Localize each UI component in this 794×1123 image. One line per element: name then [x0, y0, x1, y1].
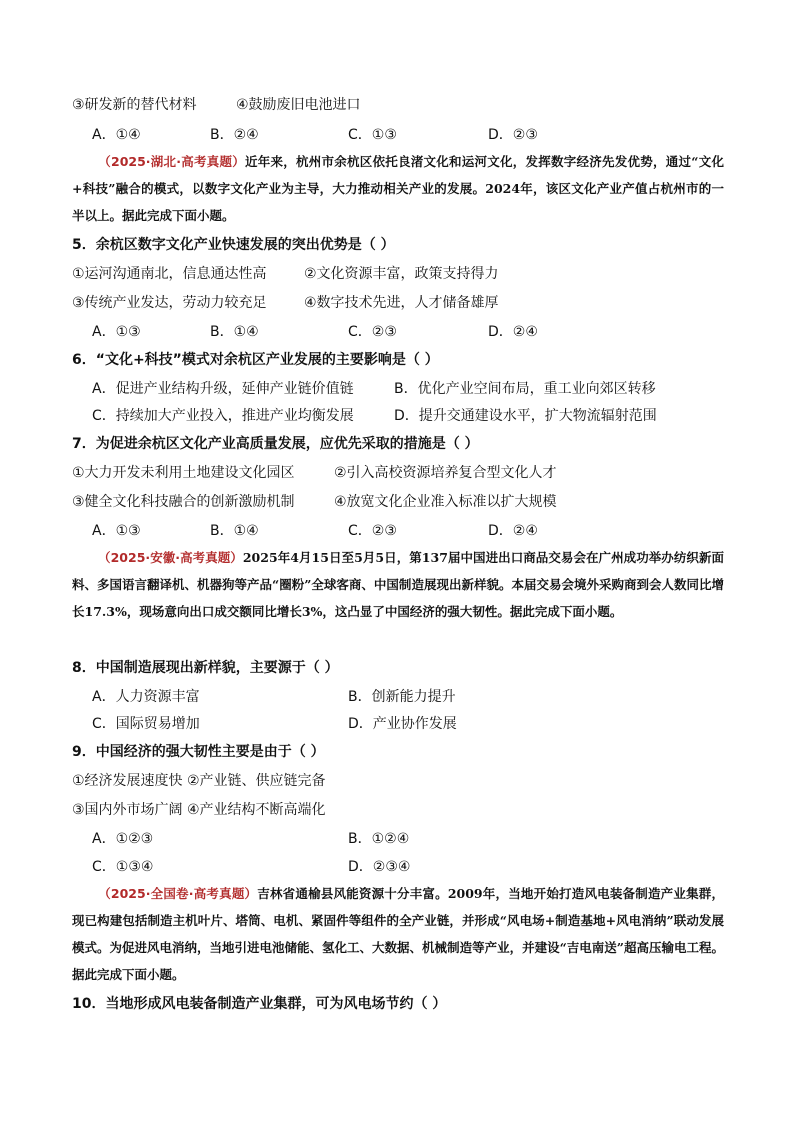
q7-option-d: D．②④ — [488, 523, 538, 539]
question-6-stem: 6．“文化+科技”模式对余杭区产业发展的主要影响是（ ） — [72, 352, 439, 368]
q6-option-a: A．促进产业结构升级，延伸产业链价值链 — [92, 381, 354, 397]
question-8-stem: 8．中国制造展现出新样貌，主要源于（ ） — [72, 660, 339, 676]
q8-option-c: C．国际贸易增加 — [92, 716, 200, 732]
q7-item-3: ③健全文化科技融合的创新激励机制 — [72, 494, 295, 510]
option-b: B．②④ — [210, 127, 259, 143]
q9-option-a: A．①②③ — [92, 831, 154, 847]
q5-option-a: A．①③ — [92, 324, 141, 340]
q5-item-3: ③传统产业发达，劳动力较充足 — [72, 295, 267, 311]
q9-option-b: B．①②④ — [348, 831, 410, 847]
q6-option-b: B．优化产业空间布局，重工业向郊区转移 — [394, 381, 656, 397]
source-tag: （2025·安徽·高考真题） — [98, 550, 243, 565]
q5-item-4: ④数字技术先进，人才储备雄厚 — [304, 295, 499, 311]
q8-option-d: D．产业协作发展 — [348, 716, 457, 732]
q7-option-b: B．①④ — [210, 523, 259, 539]
option-d: D．②③ — [488, 127, 538, 143]
q7-item-4: ④放宽文化企业准入标准以扩大规模 — [334, 494, 557, 510]
option-c: C．①③ — [348, 127, 397, 143]
q7-item-1: ①大力开发未利用土地建设文化园区 — [72, 465, 295, 481]
source-tag: （2025·湖北·高考真题） — [98, 154, 246, 169]
passage-national — [72, 880, 724, 988]
question-5-stem: 5．余杭区数字文化产业快速发展的突出优势是（ ） — [72, 237, 395, 253]
q7-option-c: C．②③ — [348, 523, 397, 539]
passage-hubei — [72, 148, 724, 229]
q5-option-c: C．②③ — [348, 324, 397, 340]
passage-text: 吉林省通榆县风能资源十分丰富。2009年，当地开始打造风电装备制造产业集群，现已构建包括制造主机叶片、塔筒、电机、紧固件等组件的全产业链，并形成“风电场+制造基地+风电消纳”联动发展模式。为促进风电消纳，当地引进电池储能、氢化工、大数据、机械制造等产业，并建设“吉电南送”超高压输电工程。据此完成下面小题。 — [72, 886, 724, 982]
q9-items-row-2: ③国内外市场广阔 ④产业结构不断高端化 — [72, 802, 326, 818]
q7-option-a: A．①③ — [92, 523, 141, 539]
passage-text: 2025年4月15日至5月5日，第137届中国进出口商品交易会在广州成功举办纺织新面料、多国语言翻译机、机器狗等产品“圈粉”全球客商、中国制造展现出新样貌。本届交易会境外采购商到会人数同比增长17.3%，现场意向出口成交额同比增长3%，这凸显了中国经济的强大韧性。据此完成下面小题。 — [72, 550, 725, 619]
passage-anhui — [72, 544, 724, 625]
source-tag: （2025·全国卷·高考真题） — [98, 886, 258, 901]
q5-option-d: D．②④ — [488, 324, 538, 340]
question-7-stem: 7．为促进余杭区文化产业高质量发展，应优先采取的措施是（ ） — [72, 436, 479, 452]
option-a: A．①④ — [92, 127, 141, 143]
passage-text: 近年来，杭州市余杭区依托良渚文化和运河文化，发挥数字经济先发优势，通过“文化+科技”融合的模式，以数字文化产业为主导，大力推动相关产业的发展。2024年，该区文化产业产值占杭州市的一半以上。据此完成下面小题。 — [72, 154, 724, 223]
question-10-stem: 10．当地形成风电装备制造产业集群，可为风电场节约（ ） — [72, 996, 447, 1012]
item-3: ③研发新的替代材料 — [72, 97, 197, 113]
q6-option-c: C．持续加大产业投入，推进产业均衡发展 — [92, 408, 354, 424]
q5-option-b: B．①④ — [210, 324, 259, 340]
item-4: ④鼓励废旧电池进口 — [236, 97, 361, 113]
q9-option-c: C．①③④ — [92, 859, 154, 875]
q5-item-1: ①运河沟通南北，信息通达性高 — [72, 266, 267, 282]
q9-items-row-1: ①经济发展速度快 ②产业链、供应链完备 — [72, 773, 326, 789]
question-9-stem: 9．中国经济的强大韧性主要是由于（ ） — [72, 744, 325, 760]
q6-option-d: D．提升交通建设水平，扩大物流辐射范围 — [394, 408, 657, 424]
q8-option-b: B．创新能力提升 — [348, 689, 456, 705]
q7-item-2: ②引入高校资源培养复合型文化人才 — [334, 465, 557, 481]
q9-option-d: D．②③④ — [348, 859, 411, 875]
q5-item-2: ②文化资源丰富，政策支持得力 — [304, 266, 499, 282]
q8-option-a: A．人力资源丰富 — [92, 689, 200, 705]
